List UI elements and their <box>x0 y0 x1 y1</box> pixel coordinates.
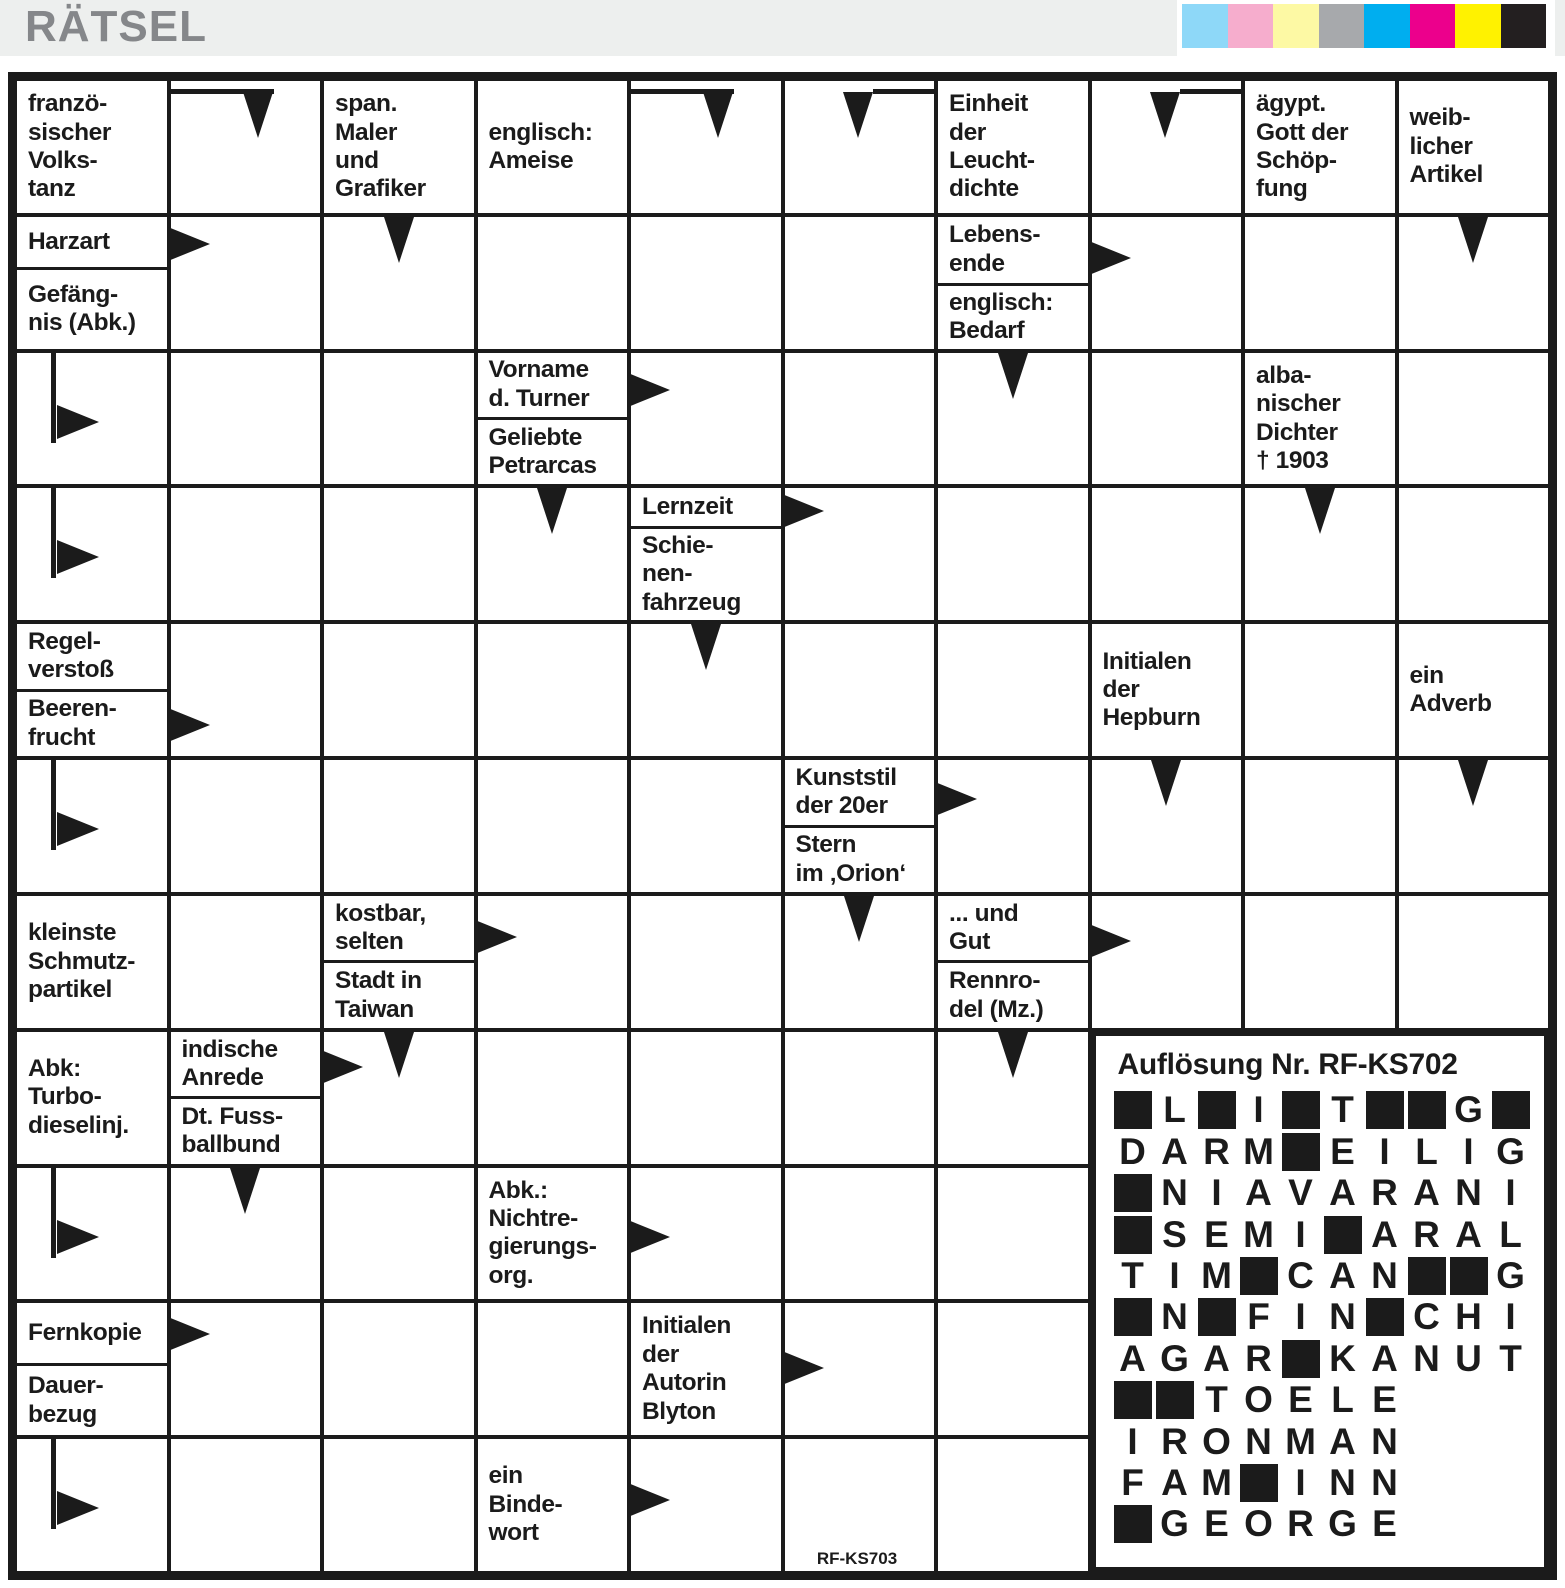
clue-text: Dt. Fuss- ballbund <box>171 1096 321 1163</box>
solution-letter: G <box>1496 1254 1525 1296</box>
solution-row <box>1112 1504 1541 1545</box>
solution-letter: A <box>1119 1337 1146 1379</box>
solution-letter: E <box>1204 1213 1229 1255</box>
answer-cell[interactable] <box>936 486 1090 622</box>
clue-text: Kunststil der 20er <box>795 763 897 820</box>
solution-black-square <box>1364 1090 1406 1131</box>
clue-cell <box>1090 622 1244 758</box>
solution-letter: E <box>1330 1130 1355 1172</box>
solution-row <box>1112 1214 1541 1255</box>
clue-cell <box>936 215 1090 351</box>
answer-cell[interactable] <box>936 1437 1090 1573</box>
arrow-bend-bar <box>873 89 939 94</box>
solution-letter: I <box>1295 1296 1306 1338</box>
solution-letter: A <box>1203 1337 1230 1379</box>
solution-letter: A <box>1329 1172 1356 1214</box>
crossword-grid <box>8 72 1557 1580</box>
solution-grid <box>1112 1090 1541 1545</box>
arrow-down-icon <box>998 1032 1028 1078</box>
solution-row <box>1112 1090 1541 1131</box>
clue-cell <box>15 79 169 215</box>
clue-text: Regel- verstoß <box>28 628 114 684</box>
solution-letter: T <box>1205 1379 1228 1421</box>
arrow-flag-pole <box>51 1437 56 1529</box>
solution-row <box>1112 1421 1541 1462</box>
answer-cell[interactable] <box>783 215 937 351</box>
arrow-down-icon <box>1305 488 1335 534</box>
answer-cell[interactable] <box>629 1030 783 1166</box>
solution-letter: N <box>1245 1420 1272 1462</box>
solution-letter: L <box>1415 1130 1438 1172</box>
arrow-bend-down-icon <box>243 92 273 138</box>
solution-letter: A <box>1371 1213 1398 1255</box>
solution-letter: A <box>1245 1172 1272 1214</box>
solution-letter: N <box>1329 1296 1356 1338</box>
solution-letter: E <box>1372 1503 1397 1545</box>
solution-letter: I <box>1295 1213 1306 1255</box>
color-swatch <box>1228 4 1274 48</box>
solution-letter: I <box>1463 1130 1474 1172</box>
clue-text: kostbar, selten <box>335 899 426 956</box>
clue-text: Abk.: Nichtre- gierungs- org. <box>488 1176 597 1289</box>
clue-cell <box>629 1301 783 1437</box>
answer-cell[interactable] <box>476 1301 630 1437</box>
solution-row <box>1112 1131 1541 1172</box>
arrow-down-icon <box>1458 760 1488 806</box>
solution-row <box>1112 1297 1541 1338</box>
answer-cell[interactable] <box>476 894 630 1030</box>
solution-letter: I <box>1253 1089 1264 1131</box>
color-swatch <box>1410 4 1456 48</box>
answer-cell[interactable] <box>629 351 783 487</box>
solution-letter: R <box>1371 1172 1398 1214</box>
arrow-down-icon <box>691 624 721 670</box>
answer-cell[interactable] <box>1090 351 1244 487</box>
solution-letter: H <box>1455 1296 1482 1338</box>
solution-letter: A <box>1455 1213 1482 1255</box>
arrow-flag-pole <box>51 351 56 443</box>
answer-cell[interactable] <box>936 1166 1090 1302</box>
solution-black-square <box>1280 1090 1322 1131</box>
clue-text: Lebens- ende <box>949 221 1041 277</box>
clue-cell <box>936 79 1090 215</box>
clue-cell <box>1243 351 1397 487</box>
solution-letter: D <box>1119 1130 1146 1172</box>
arrow-flag-pole <box>51 486 56 578</box>
answer-cell[interactable] <box>1397 486 1551 622</box>
clue-text: Beeren- frucht <box>17 689 167 756</box>
solution-letter: N <box>1455 1172 1482 1214</box>
arrow-right-icon <box>168 227 210 261</box>
answer-cell[interactable] <box>629 758 783 894</box>
answer-cell[interactable] <box>783 1030 937 1166</box>
solution-letter: M <box>1201 1254 1232 1296</box>
solution-letter: A <box>1161 1130 1188 1172</box>
clue-cell <box>15 894 169 1030</box>
solution-letter: N <box>1329 1461 1356 1503</box>
arrow-down-icon <box>230 1168 260 1214</box>
solution-letter: R <box>1287 1503 1314 1545</box>
solution-black-square <box>1112 1090 1154 1131</box>
clue-text: Fernkopie <box>28 1319 142 1347</box>
arrow-right-icon <box>628 1220 670 1254</box>
solution-black-square <box>1280 1131 1322 1172</box>
solution-letter: A <box>1161 1461 1188 1503</box>
answer-cell[interactable] <box>169 351 323 487</box>
solution-letter: V <box>1288 1172 1313 1214</box>
clue-cell <box>1397 622 1551 758</box>
answer-cell[interactable] <box>783 622 937 758</box>
solution-letter: L <box>1499 1213 1522 1255</box>
answer-cell[interactable] <box>783 1166 937 1302</box>
solution-black-square <box>1196 1297 1238 1338</box>
clue-cell <box>1243 79 1397 215</box>
solution-box-inner <box>1092 1032 1549 1571</box>
clue-text: kleinste Schmutz- partikel <box>28 919 136 1004</box>
clue-cell <box>476 79 630 215</box>
solution-letter: M <box>1201 1461 1232 1503</box>
arrow-right-icon <box>321 1050 363 1084</box>
clue-text: englisch: Bedarf <box>938 283 1088 349</box>
arrow-right-icon <box>1089 241 1131 275</box>
answer-cell[interactable] <box>322 622 476 758</box>
solution-black-square <box>1280 1338 1322 1379</box>
solution-letter: I <box>1505 1296 1516 1338</box>
solution-letter: G <box>1160 1503 1189 1545</box>
arrow-down-icon <box>384 217 414 263</box>
solution-letter: I <box>1169 1254 1180 1296</box>
solution-letter: M <box>1243 1213 1274 1255</box>
solution-letter: R <box>1203 1130 1230 1172</box>
clue-text: weib- licher Artikel <box>1409 104 1483 189</box>
solution-letter: N <box>1161 1296 1188 1338</box>
arrow-right-icon <box>168 708 210 742</box>
solution-letter: C <box>1413 1296 1440 1338</box>
solution-letter: L <box>1163 1089 1186 1131</box>
solution-letter: R <box>1413 1213 1440 1255</box>
arrow-down-icon <box>537 488 567 534</box>
solution-letter: G <box>1454 1089 1483 1131</box>
solution-letter: N <box>1371 1420 1398 1462</box>
arrow-bend-down-icon <box>1150 92 1180 138</box>
solution-black-square <box>1112 1379 1154 1420</box>
solution-letter: N <box>1371 1254 1398 1296</box>
answer-cell[interactable] <box>169 894 323 1030</box>
answer-cell[interactable] <box>1397 894 1551 1030</box>
solution-letter: T <box>1331 1089 1354 1131</box>
clue-text: Abk: Turbo- dieselinj. <box>28 1055 129 1139</box>
arrow-bend-down-icon <box>703 92 733 138</box>
solution-black-square <box>1112 1214 1154 1255</box>
clue-cell <box>15 215 169 351</box>
solution-black-square <box>1238 1255 1280 1296</box>
solution-letter: I <box>1211 1172 1222 1214</box>
clue-text: Vorname d. Turner <box>488 356 590 412</box>
solution-letter: I <box>1127 1420 1138 1462</box>
answer-cell[interactable] <box>322 1301 476 1437</box>
clue-text: Einheit der Leucht- dichte <box>949 90 1035 203</box>
clue-text: Initialen der Autorin Blyton <box>642 1312 731 1425</box>
solution-letter: F <box>1121 1461 1144 1503</box>
solution-row <box>1112 1338 1541 1379</box>
solution-letter: M <box>1243 1130 1274 1172</box>
clue-text: Initialen der Hepburn <box>1102 647 1201 732</box>
answer-cell[interactable] <box>629 215 783 351</box>
arrow-flag-right-icon <box>57 405 99 439</box>
arrow-flag-right-icon <box>57 540 99 574</box>
arrow-down-icon <box>998 353 1028 399</box>
arrow-right-icon <box>628 373 670 407</box>
clue-cell <box>476 1166 630 1302</box>
clue-text: alba- nischer Dichter † 1903 <box>1256 361 1341 474</box>
answer-cell[interactable] <box>322 758 476 894</box>
color-swatch <box>1273 4 1319 48</box>
arrow-flag-right-icon <box>57 812 99 846</box>
solution-letter: I <box>1505 1172 1516 1214</box>
clue-text: Stadt in Taiwan <box>324 960 474 1027</box>
arrow-right-icon <box>1089 924 1131 958</box>
solution-letter: L <box>1331 1379 1354 1421</box>
clue-text: ... und Gut <box>949 899 1019 956</box>
answer-cell[interactable] <box>1243 215 1397 351</box>
color-swatch <box>1319 4 1365 48</box>
answer-cell[interactable] <box>1243 622 1397 758</box>
solution-letter: E <box>1288 1379 1313 1421</box>
solution-letter: S <box>1162 1213 1187 1255</box>
clue-cell <box>15 622 169 758</box>
clue-text: span. Maler und Grafiker <box>335 90 426 203</box>
arrow-flag-pole <box>51 1166 56 1258</box>
clue-cell <box>936 894 1090 1030</box>
answer-cell[interactable] <box>936 758 1090 894</box>
solution-row <box>1112 1462 1541 1503</box>
color-swatch <box>1182 4 1228 48</box>
answer-cell[interactable] <box>1090 894 1244 1030</box>
solution-letter: F <box>1247 1296 1270 1338</box>
clue-text: ein Binde- wort <box>488 1462 563 1547</box>
page-header <box>0 0 1565 56</box>
page-title: RÄTSEL <box>25 2 207 51</box>
color-swatch <box>1501 4 1547 48</box>
color-calibration-strip <box>1177 0 1555 56</box>
clue-text: englisch: Ameise <box>488 118 593 174</box>
clue-cell <box>476 351 630 487</box>
solution-letter: E <box>1204 1503 1229 1545</box>
answer-cell[interactable] <box>169 758 323 894</box>
clue-cell <box>169 1030 323 1166</box>
arrow-down-icon <box>1151 760 1181 806</box>
answer-cell[interactable] <box>936 1301 1090 1437</box>
solution-row <box>1112 1379 1541 1420</box>
solution-letter: R <box>1245 1337 1272 1379</box>
answer-cell[interactable] <box>476 1030 630 1166</box>
solution-letter: N <box>1371 1461 1398 1503</box>
solution-letter: G <box>1160 1337 1189 1379</box>
clue-text: Gefäng- nis (Abk.) <box>17 267 167 348</box>
solution-letter: O <box>1202 1420 1231 1462</box>
clue-text: indische Anrede <box>181 1035 278 1091</box>
solution-letter: T <box>1499 1337 1522 1379</box>
arrow-right-icon <box>782 1351 824 1385</box>
solution-letter: N <box>1413 1337 1440 1379</box>
answer-cell[interactable] <box>783 351 937 487</box>
answer-cell[interactable] <box>322 1166 476 1302</box>
solution-black-square <box>1112 1297 1154 1338</box>
solution-letter: N <box>1161 1172 1188 1214</box>
puzzle-code: RF-KS703 <box>816 1549 898 1568</box>
clue-text: franzö- sischer Volks- tanz <box>28 90 112 203</box>
arrow-flag-pole <box>51 758 56 850</box>
solution-black-square <box>1406 1255 1448 1296</box>
answer-cell[interactable] <box>322 1437 476 1573</box>
color-swatch <box>1455 4 1501 48</box>
solution-row <box>1112 1173 1541 1214</box>
solution-black-square <box>1322 1214 1364 1255</box>
clue-text: Stern im ‚Orion‘ <box>785 825 935 892</box>
arrow-down-icon <box>844 896 874 942</box>
solution-black-square <box>1154 1379 1196 1420</box>
solution-title: Auflösung Nr. RF-KS702 <box>1117 1047 1458 1081</box>
solution-letter: K <box>1329 1337 1356 1379</box>
arrow-flag-right-icon <box>57 1220 99 1254</box>
answer-cell[interactable] <box>169 1437 323 1573</box>
solution-letter: O <box>1244 1379 1273 1421</box>
arrow-right-icon <box>475 920 517 954</box>
arrow-down-icon <box>384 1032 414 1078</box>
arrow-flag-right-icon <box>57 1491 99 1525</box>
answer-cell[interactable] <box>322 351 476 487</box>
solution-black-square <box>1448 1255 1490 1296</box>
answer-cell[interactable] <box>476 215 630 351</box>
solution-letter: G <box>1328 1503 1357 1545</box>
solution-letter: A <box>1329 1254 1356 1296</box>
solution-letter: E <box>1372 1379 1397 1421</box>
answer-cell[interactable] <box>476 622 630 758</box>
solution-black-square <box>1238 1462 1280 1503</box>
answer-cell[interactable] <box>1243 894 1397 1030</box>
solution-letter: A <box>1371 1337 1398 1379</box>
solution-black-square <box>1406 1090 1448 1131</box>
solution-black-square <box>1490 1090 1532 1131</box>
arrow-right-icon <box>628 1483 670 1517</box>
solution-box <box>1090 1030 1551 1573</box>
solution-letter: G <box>1496 1130 1525 1172</box>
answer-cell[interactable] <box>1397 351 1551 487</box>
clue-cell <box>322 894 476 1030</box>
clue-cell <box>1397 79 1551 215</box>
solution-letter: C <box>1287 1254 1314 1296</box>
clue-cell <box>15 1301 169 1437</box>
solution-black-square <box>1112 1173 1154 1214</box>
clue-text: ein Adverb <box>1409 661 1492 718</box>
solution-letter: M <box>1285 1420 1316 1462</box>
arrow-down-icon <box>1458 217 1488 263</box>
solution-row <box>1112 1255 1541 1296</box>
solution-black-square <box>1112 1504 1154 1545</box>
clue-cell <box>783 758 937 894</box>
answer-cell[interactable] <box>322 486 476 622</box>
solution-letter: O <box>1244 1503 1273 1545</box>
clue-text: Dauer- bezug <box>17 1363 167 1435</box>
answer-cell[interactable] <box>936 622 1090 758</box>
answer-cell[interactable] <box>476 758 630 894</box>
answer-cell[interactable] <box>629 894 783 1030</box>
answer-cell[interactable] <box>1090 215 1244 351</box>
clue-text: Geliebte Petrarcas <box>478 417 628 484</box>
solution-letter: I <box>1379 1130 1390 1172</box>
clue-cell <box>322 79 476 215</box>
solution-black-square <box>1196 1090 1238 1131</box>
clue-text: Harzart <box>28 227 110 255</box>
solution-letter: I <box>1295 1461 1306 1503</box>
solution-letter: R <box>1161 1420 1188 1462</box>
clue-text: Schie- nen- fahrzeug <box>631 526 781 620</box>
clue-cell <box>15 1030 169 1166</box>
solution-letter: A <box>1329 1420 1356 1462</box>
clue-cell <box>629 486 783 622</box>
clue-text: Lernzeit <box>642 493 733 521</box>
solution-letter: U <box>1455 1337 1482 1379</box>
solution-black-square <box>1364 1297 1406 1338</box>
clue-cell <box>476 1437 630 1573</box>
arrow-right-icon <box>782 494 824 528</box>
color-swatch <box>1364 4 1410 48</box>
answer-cell[interactable] <box>169 486 323 622</box>
arrow-right-icon <box>935 782 977 816</box>
solution-letter: A <box>1413 1172 1440 1214</box>
arrow-bend-down-icon <box>843 92 873 138</box>
clue-text: ägypt. Gott der Schöp- fung <box>1256 90 1349 203</box>
solution-letter: T <box>1121 1254 1144 1296</box>
answer-cell[interactable] <box>1090 486 1244 622</box>
arrow-bend-bar <box>1180 89 1246 94</box>
answer-cell[interactable] <box>1243 758 1397 894</box>
clue-text: Rennro- del (Mz.) <box>938 960 1088 1027</box>
arrow-right-icon <box>168 1317 210 1351</box>
